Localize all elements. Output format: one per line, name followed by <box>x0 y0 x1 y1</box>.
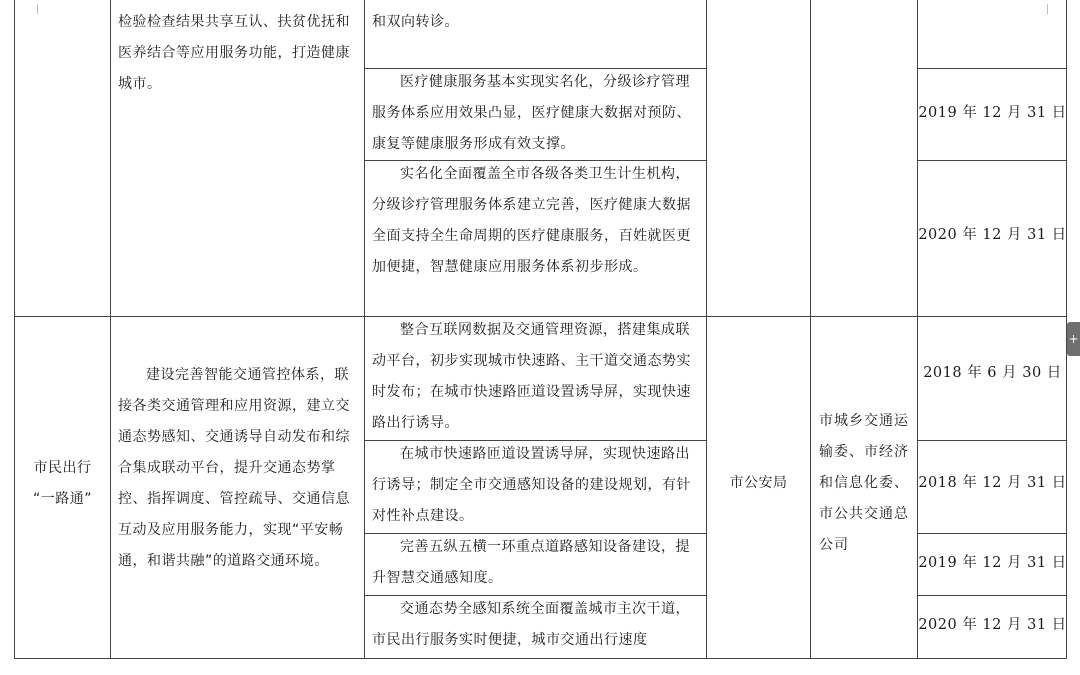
category-line: “一路通” <box>32 491 92 507</box>
table-cell-category <box>15 453 110 515</box>
col-divider <box>110 0 111 659</box>
table-cell-goal: 检验检查结果共享互认、扶贫优抚和医养结合等应用服务功能，打造健康城市。 <box>118 14 350 92</box>
col-divider <box>364 0 365 659</box>
row-divider <box>917 533 1067 534</box>
add-row-tab[interactable]: + <box>1067 322 1080 356</box>
col-divider <box>810 0 811 659</box>
table-cell-task: 完善五纵五横一环重点道路感知设备建设，提升智慧交通感知度。 <box>372 539 690 586</box>
task-table <box>14 0 1067 659</box>
table-cell-task: 在城市快速路匝道设置诱导屏，实现快速路出行诱导；制定全市交通感知设备的建设规划，有针对性补点建设。 <box>372 446 691 524</box>
category-line: 市民出行 <box>33 460 92 476</box>
table-cell-deadline: 2019 年 12 月 31 日 <box>918 555 1067 571</box>
table-cell-task: 整合互联网数据及交通管理资源，搭建集成联动平台，初步实现城市快速路、主干道交通态势实时发布；在城市快速路匝道设置诱导屏，实现快速路出行诱导。 <box>372 322 691 431</box>
table-cell-lead-unit: 市公安局 <box>729 475 788 491</box>
table-cell-deadline: 2020 年 12 月 31 日 <box>918 227 1067 243</box>
row-divider <box>917 160 1067 161</box>
table-cell-deadline: 2020 年 12 月 31 日 <box>918 617 1067 633</box>
row-divider <box>917 595 1067 596</box>
table-cell-deadline: 2018 年 12 月 31 日 <box>918 475 1067 491</box>
table-cell-task: 和双向转诊。 <box>372 14 459 30</box>
table-cell-task: 实名化全面覆盖全市各级各类卫生计生机构，分级诊疗管理服务体系建立完善，医疗健康大数据全面支持全生命周期的医疗健康服务，百姓就医更加便捷，智慧健康应用服务体系初步形成。 <box>372 166 691 275</box>
row-divider <box>917 440 1067 441</box>
row-divider <box>917 68 1067 69</box>
table-border-bottom <box>14 658 1067 659</box>
table-cell-coop-unit: 市城乡交通运输委、市经济和信息化委、市公共交通总公司 <box>819 413 909 553</box>
table-cell-task: 医疗健康服务基本实现实名化，分级诊疗管理服务体系应用效果凸显，医疗健康大数据对预防、康复等健康服务形成有效支撑。 <box>372 74 691 152</box>
table-cell-goal: 建设完善智能交通管控体系，联接各类交通管理和应用资源，建立交通态势感知、交通诱导自动发布和综合集成联动平台，提升交通态势掌控、指挥调度、管控疏导、交通信息互动及应用服务能力，实现“平安畅通，和谐共融”的道路交通环境。 <box>118 367 350 569</box>
table-border-left <box>14 0 15 659</box>
table-cell-deadline: 2018 年 6 月 30 日 <box>923 365 1062 381</box>
table-cell-deadline: 2019 年 12 月 31 日 <box>918 105 1067 121</box>
col-divider <box>706 0 707 659</box>
table-cell-task: 交通态势全感知系统全面覆盖城市主次干道，市民出行服务实时便捷，城市交通出行速度 <box>372 601 690 648</box>
